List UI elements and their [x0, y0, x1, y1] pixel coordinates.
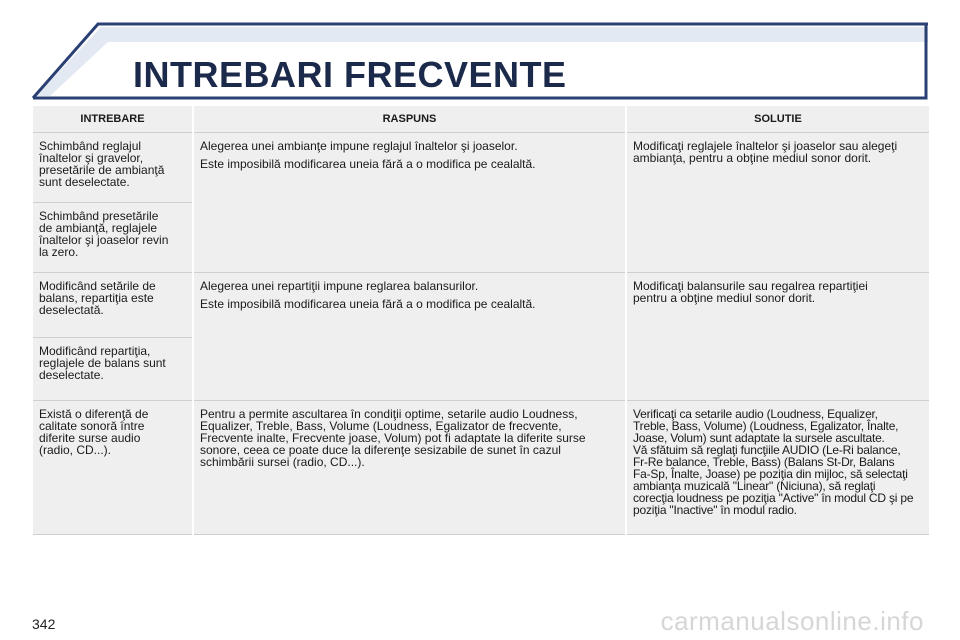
question-cell: Există o diferenţă de calitate sonoră între diferite surse audio (radio, CD...).	[33, 401, 193, 535]
table-row	[33, 133, 929, 203]
column-header-question: INTREBARE	[33, 106, 193, 133]
solution-cell: Modificaţi balansurile sau regalrea repartiţiei pentru a obţine mediul sonor dorit.	[626, 273, 929, 401]
answer-text: Alegerea unei ambianţe impune reglajul înaltelor şi joaselor.	[200, 139, 518, 153]
answer-text: Este imposibilă modificarea uneia fără a o modifica pe cealaltă.	[200, 297, 536, 311]
question-cell: Schimbând presetările de ambianţă, reglajele înaltelor şi joaselor revin la zero.	[33, 203, 193, 273]
answer-text: Alegerea unei repartiţii impune reglarea balansurilor.	[200, 279, 479, 293]
answer-cell	[193, 273, 626, 401]
faq-table	[33, 106, 929, 535]
table-row	[33, 401, 929, 535]
page-number: 342	[32, 616, 56, 632]
column-header-answer: RASPUNS	[193, 106, 626, 133]
table-header-row	[33, 106, 929, 133]
question-cell: Schimbând reglajul înaltelor şi gravelor, presetările de ambianţă sunt deselectate.	[33, 133, 193, 203]
column-header-solution: SOLUTIE	[626, 106, 929, 133]
watermark: carmanualsonline.info	[660, 606, 924, 636]
answer-cell	[193, 133, 626, 273]
question-cell: Modificând repartiţia, reglajele de balans sunt deselectate.	[33, 338, 193, 401]
table-row	[33, 273, 929, 338]
page-title: INTREBARI FRECVENTE	[133, 54, 567, 95]
answer-text: Este imposibilă modificarea uneia fără a o modifica pe cealaltă.	[200, 157, 536, 171]
question-cell: Modificând setările de balans, repartiţia este deselectată.	[33, 273, 193, 338]
answer-cell: Pentru a permite ascultarea în condiţii optime, setarile audio Loudness, Equalizer, Treble, Bass, Volume (Loudness, Egalizator de frecvente, Frecvente inalte, Frecvente joase, Volum) pot fi adaptate la diferite surse sonore, ceea ce poate duce la diferenţe sesizabile de sunet în cazul schimbării sursei (radio, CD...).	[193, 401, 626, 535]
solution-cell: Verificaţi ca setarile audio (Loudness, Equalizer, Treble, Bass, Volume) (Loudness, Egalizator, Înalte, Joase, Volum) sunt adaptate la sursele ascultate. Vă sfătuim să reglaţi funcţiile AUDIO (Le-Ri balance, Fr-Re balance, Treble, Bass) (Balans St-Dr, Balans Fa-Sp, Înalte, Joase) pe poziţia din mijloc, să selectaţi ambianţa muzicală "Linear" (Niciuna), să reglaţi corecţia loudness pe poziţia "Active" în modul CD şi pe poziţia "Inactive" în modul radio.	[626, 401, 929, 535]
solution-cell: Modificaţi reglajele înaltelor şi joaselor sau alegeţi ambianţa, pentru a obţine mediul sonor dorit.	[626, 133, 929, 273]
